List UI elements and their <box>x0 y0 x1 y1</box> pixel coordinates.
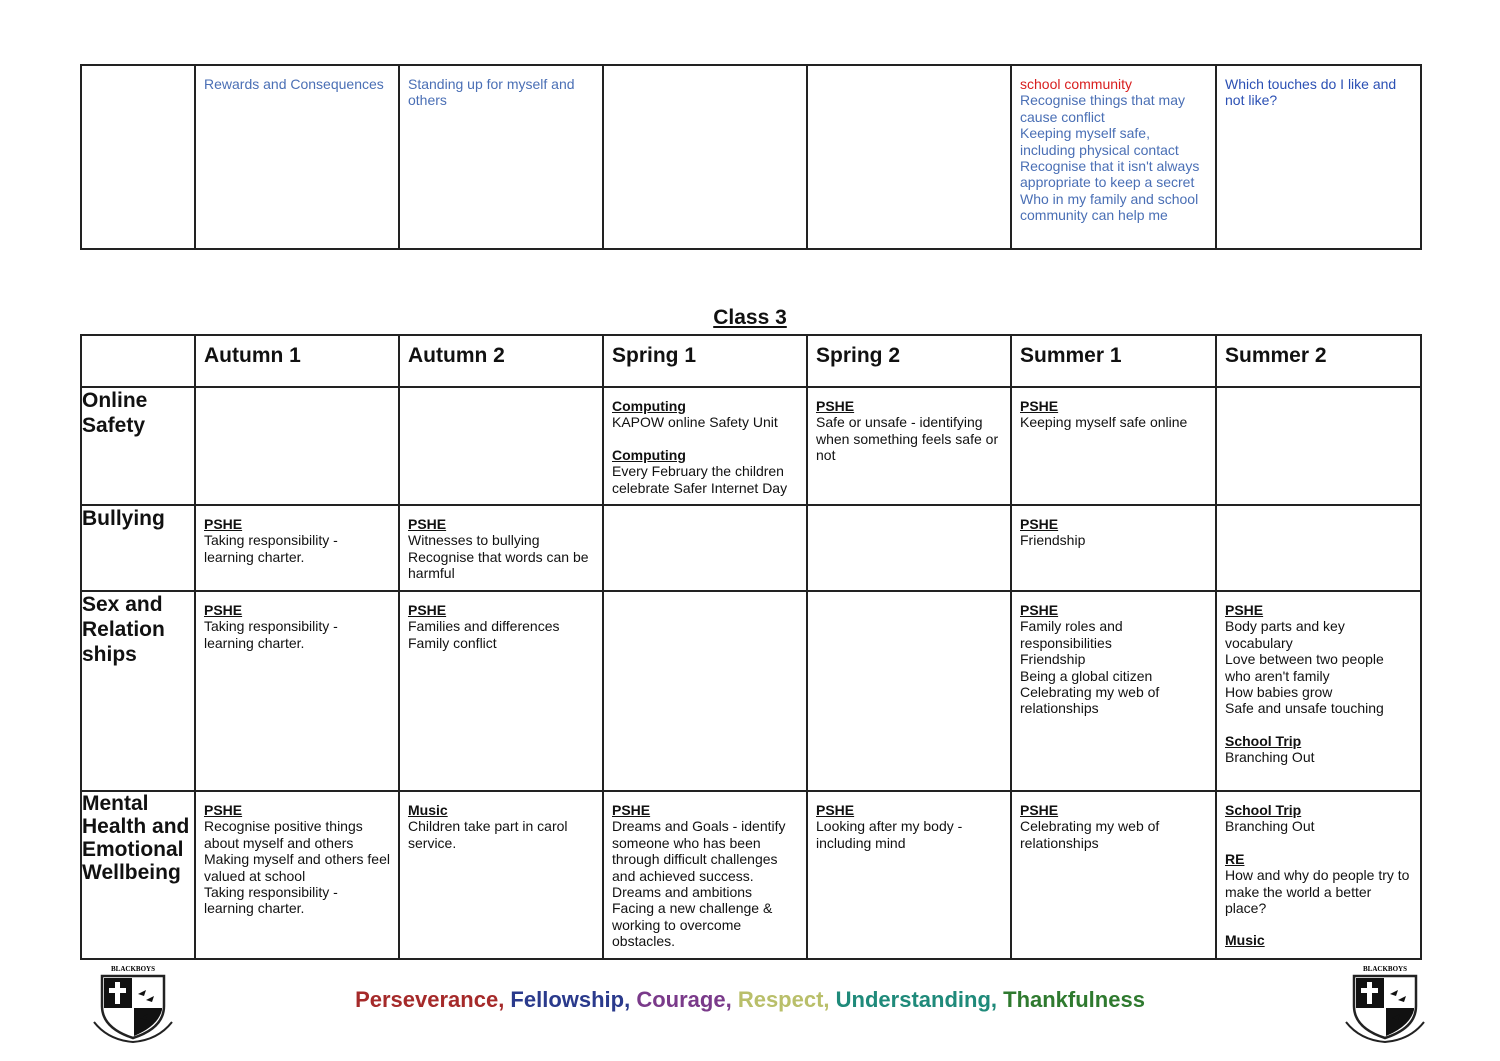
topic-label-text: Sex and Relation ships <box>82 593 165 666</box>
cell-content <box>196 66 398 98</box>
subject-heading: PSHE <box>1020 602 1059 618</box>
topic-label <box>81 591 195 791</box>
subject-heading: RE <box>1225 850 1245 867</box>
value-separator: , <box>624 987 637 1012</box>
value-word: Perseverance <box>355 987 499 1012</box>
value-separator: , <box>498 987 511 1012</box>
topic-row <box>81 387 1421 505</box>
topic-cell <box>1011 505 1216 591</box>
topic-cell <box>399 505 603 591</box>
activity-line: Celebrating my web of relationships <box>1020 818 1160 851</box>
topic-cell <box>399 591 603 791</box>
activity-line: Dreams and ambitions <box>612 884 753 901</box>
activity-line: Friendship <box>1020 532 1086 549</box>
term-header: Autumn 1 <box>195 335 399 387</box>
activity-line: Safe and unsafe touching <box>1225 700 1384 717</box>
subject-heading: School Trip <box>1225 732 1302 749</box>
subject-heading: PSHE <box>204 802 243 818</box>
activity-line: Witnesses to bullying <box>408 532 540 549</box>
cell-content <box>604 388 806 502</box>
cell-content <box>196 506 398 571</box>
cell-content <box>400 388 602 404</box>
topic-cell <box>1216 591 1421 791</box>
previous-class-cell <box>81 65 195 249</box>
cell-content <box>1012 66 1215 230</box>
topic-label <box>81 387 195 505</box>
topic-label-text: Online Safety <box>82 389 148 437</box>
activity-line: Making myself and others feel valued at school <box>204 851 390 884</box>
topics-body <box>81 387 1421 959</box>
previous-class-cell <box>195 65 399 249</box>
activity-line: Celebrating my web of relationships <box>1020 684 1160 717</box>
activity-line: Friendship <box>1020 651 1086 668</box>
value-word: Understanding <box>835 987 991 1012</box>
class-title: Class 3 <box>713 306 787 329</box>
cell-content <box>1012 506 1215 555</box>
cell-content <box>196 592 398 657</box>
value-word: Courage <box>636 987 726 1012</box>
topic-label-text: Mental Health and Emotional Wellbeing <box>82 792 190 884</box>
subject-heading: Computing <box>612 398 686 414</box>
subject-heading: PSHE <box>408 516 447 532</box>
cell-content <box>808 66 1010 82</box>
subject-heading: Music <box>408 802 448 818</box>
topic-cell <box>807 591 1011 791</box>
activity-line: Taking responsibility - learning charter. <box>204 532 338 565</box>
activity-line: Taking responsibility - learning charter. <box>204 884 338 917</box>
topic-label <box>81 791 195 959</box>
topic-cell <box>1011 387 1216 505</box>
block-gap <box>612 431 798 447</box>
topic-cell <box>195 791 399 959</box>
class-3-table <box>80 334 1422 960</box>
cell-content <box>808 388 1010 470</box>
crest-text: BLACKBOYS <box>111 965 155 973</box>
value-separator: , <box>725 987 738 1012</box>
term-header: Summer 1 <box>1011 335 1216 387</box>
topic-cell <box>399 387 603 505</box>
topic-cell <box>1216 505 1421 591</box>
activity-line: Keeping myself safe online <box>1020 414 1188 431</box>
activity-line: Looking after my body - including mind <box>816 818 963 851</box>
cell-content <box>82 66 194 82</box>
subject-heading: PSHE <box>816 802 855 818</box>
topic-row <box>81 791 1421 959</box>
topic-cell <box>195 505 399 591</box>
activity-line: Recognise that words can be harmful <box>408 548 589 582</box>
topic-label-text: Bullying <box>82 507 165 530</box>
activity-line: KAPOW online Safety Unit <box>612 414 778 431</box>
cell-content <box>1217 66 1420 115</box>
cell-content <box>1217 592 1420 772</box>
activity-line: How babies grow <box>1225 684 1333 701</box>
school-values-motto <box>0 987 1500 1013</box>
topic-label <box>81 505 195 591</box>
cell-content <box>400 506 602 588</box>
cell-line: Standing up for myself and others <box>408 76 575 109</box>
cell-content <box>1012 388 1215 437</box>
cell-content <box>604 66 806 82</box>
topic-cell <box>195 387 399 505</box>
activity-line: Being a global citizen <box>1020 667 1153 684</box>
topic-row <box>81 505 1421 591</box>
term-header-row <box>81 335 1421 387</box>
topic-cell <box>399 791 603 959</box>
topic-cell <box>603 387 807 505</box>
subject-heading: PSHE <box>816 398 855 414</box>
activity-line: Family conflict <box>408 634 497 651</box>
school-crest-right <box>1340 960 1430 1044</box>
topic-cell <box>1011 791 1216 959</box>
cell-content <box>1012 592 1215 723</box>
topic-cell <box>603 505 807 591</box>
topic-cell <box>603 591 807 791</box>
topic-cell <box>807 505 1011 591</box>
activity-line: Families and differences <box>408 618 560 635</box>
subject-heading: PSHE <box>1020 516 1059 532</box>
term-header: Summer 2 <box>1216 335 1421 387</box>
cell-content <box>808 792 1010 857</box>
cell-line: Keeping myself safe, including physical contact <box>1020 125 1179 158</box>
cell-content <box>1012 792 1215 857</box>
previous-class-table <box>80 64 1422 250</box>
cell-content <box>1217 506 1420 522</box>
previous-class-cell <box>807 65 1011 249</box>
previous-class-cell <box>603 65 807 249</box>
term-header: Spring 1 <box>603 335 807 387</box>
activity-line: Facing a new challenge & working to overcome obstacles. <box>612 900 773 950</box>
topic-row <box>81 591 1421 791</box>
activity-line: Branching Out <box>1225 818 1315 835</box>
subject-heading: PSHE <box>1020 398 1059 414</box>
crest-text: BLACKBOYS <box>1363 965 1407 973</box>
term-header: Autumn 2 <box>399 335 603 387</box>
subject-heading: PSHE <box>1020 802 1059 818</box>
topic-cell <box>807 791 1011 959</box>
cell-content <box>196 388 398 404</box>
cell-content <box>808 592 1010 608</box>
topic-cell <box>1216 791 1421 959</box>
topic-cell <box>1011 591 1216 791</box>
activity-line: Safe or unsafe - identifying when something feels safe or not <box>816 414 999 464</box>
cell-content <box>400 792 602 857</box>
cell-content <box>1217 388 1420 404</box>
cell-line: Which touches do I like and not like? <box>1225 76 1397 109</box>
block-gap <box>1225 717 1412 733</box>
previous-class-cell <box>399 65 603 249</box>
activity-line: Every February the children celebrate Safer Internet Day <box>612 463 788 496</box>
previous-class-row <box>81 65 1421 249</box>
block-gap <box>1225 835 1412 851</box>
cell-content <box>196 792 398 923</box>
value-separator: , <box>990 987 1004 1012</box>
activity-line: Body parts and key vocabulary <box>1225 618 1345 651</box>
cell-line: school community <box>1020 76 1133 92</box>
activity-line: Love between two people who aren't family <box>1225 651 1384 684</box>
cell-content <box>604 592 806 608</box>
previous-class-cell <box>1011 65 1216 249</box>
cell-content <box>604 792 806 956</box>
subject-heading: PSHE <box>204 602 243 618</box>
cell-line: Recognise things that may cause conflict <box>1020 92 1185 125</box>
value-word: Thankfulness <box>1003 987 1145 1012</box>
activity-line: Family roles and responsibilities <box>1020 618 1123 651</box>
cell-line: Rewards and Consequences <box>204 76 384 92</box>
previous-class-cell <box>1216 65 1421 249</box>
cell-content <box>808 506 1010 522</box>
cell-content <box>400 592 602 657</box>
subject-heading: School Trip <box>1225 802 1302 818</box>
subject-heading: PSHE <box>408 602 447 618</box>
activity-line: Dreams and Goals - identify someone who has been through difficult challenges and achieved success. <box>612 818 786 884</box>
value-word: Fellowship <box>510 987 625 1012</box>
subject-heading: PSHE <box>612 802 651 818</box>
topic-cell <box>195 591 399 791</box>
subject-heading: Computing <box>612 446 686 463</box>
cell-line: Recognise that it isn't always appropriate to keep a secret <box>1020 158 1200 191</box>
activity-line: Children take part in carol service. <box>408 818 568 851</box>
term-header: Spring 2 <box>807 335 1011 387</box>
block-gap <box>1225 916 1412 932</box>
corner-header <box>81 335 195 387</box>
cell-content <box>1217 792 1420 955</box>
subject-heading: PSHE <box>1225 602 1264 618</box>
activity-line: How and why do people try to make the world a better place? <box>1225 867 1410 917</box>
topic-cell <box>1216 387 1421 505</box>
activity-line: Branching Out <box>1225 749 1315 766</box>
topic-cell <box>807 387 1011 505</box>
activity-line: Recognise positive things about myself and others <box>204 818 363 851</box>
subject-heading: PSHE <box>204 516 243 532</box>
cell-line: Who in my family and school community can help me <box>1020 190 1199 224</box>
topic-cell <box>603 791 807 959</box>
cell-content <box>400 66 602 115</box>
activity-line: Taking responsibility - learning charter. <box>204 618 338 651</box>
value-separator: , <box>823 987 836 1012</box>
subject-heading: Music <box>1225 932 1265 949</box>
value-word: Respect <box>737 987 824 1012</box>
cell-content <box>604 506 806 522</box>
